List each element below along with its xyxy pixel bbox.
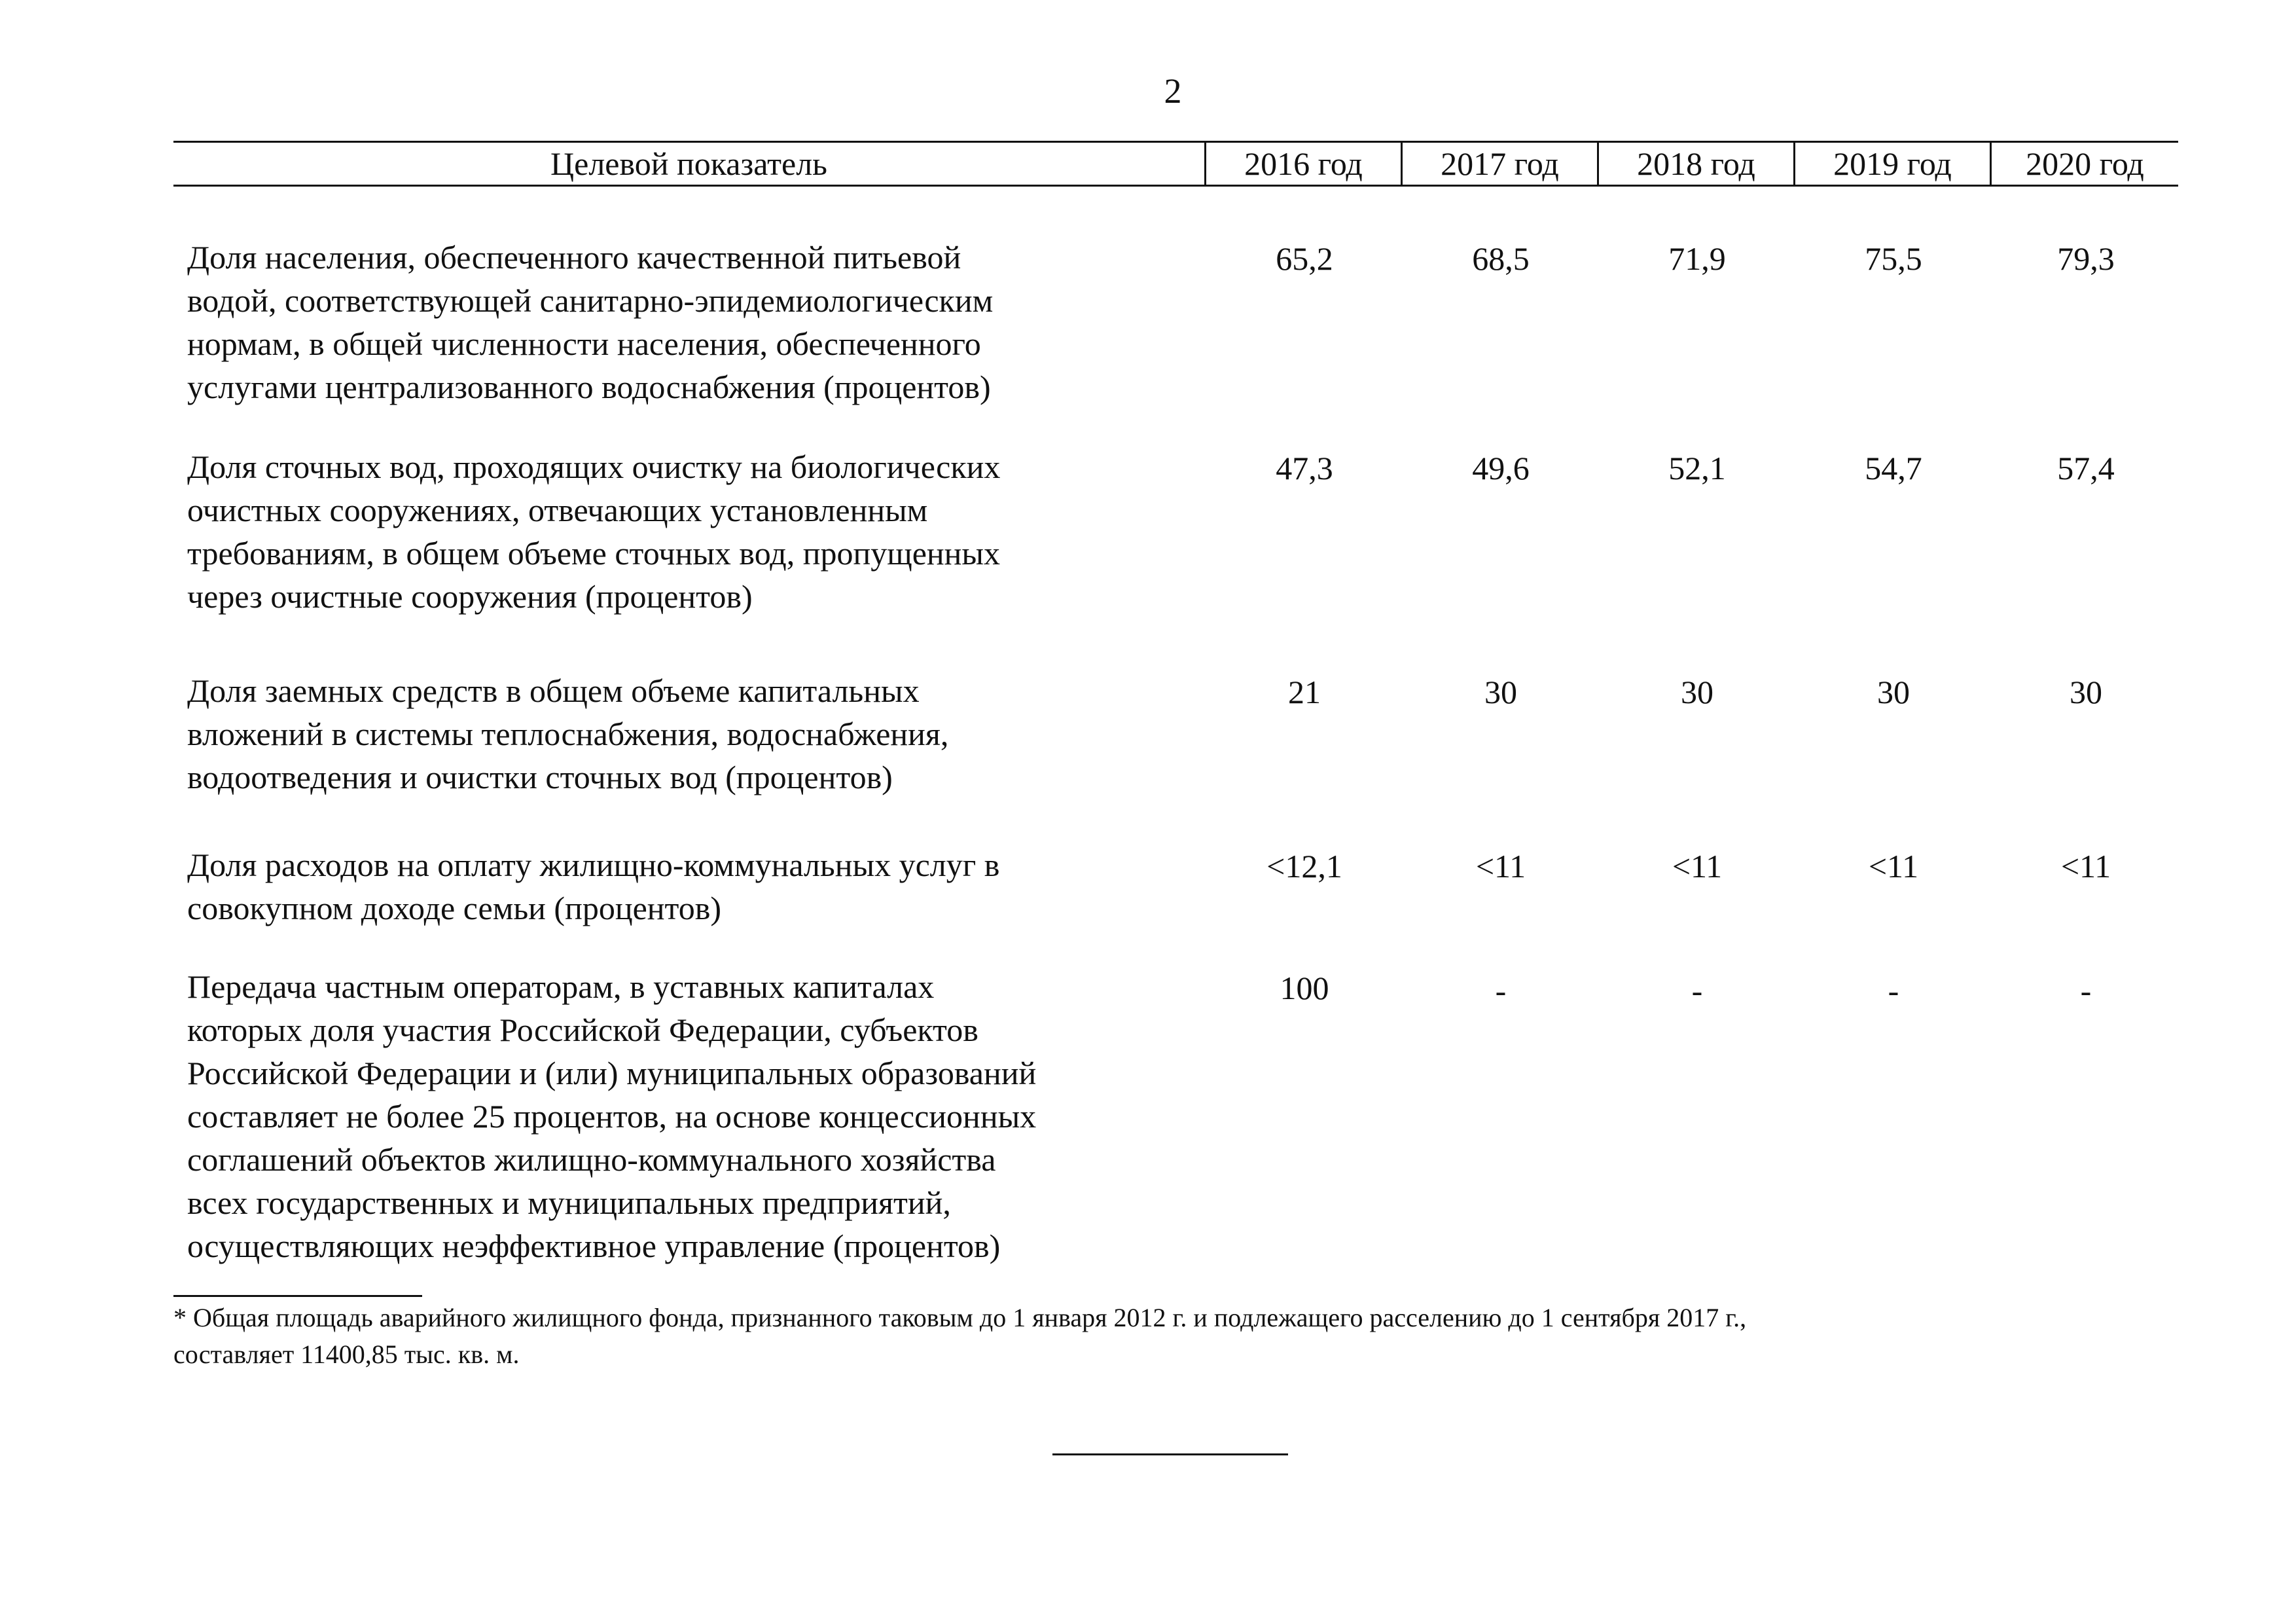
value-cell: 30 xyxy=(1877,674,1910,710)
table-header-bottom-rule xyxy=(173,185,2178,187)
label-line: Передача частным операторам, в уставных капиталах xyxy=(187,968,935,1005)
footnote-line: * Общая площадь аварийного жилищного фонда, признанного таковым до 1 января 2012 г. и подлежащего расселению до 1 сентября 2017 г., xyxy=(173,1303,1747,1332)
value-cell: 79,3 xyxy=(2057,240,2115,277)
label-line: всех государственных и муниципальных предприятий, xyxy=(187,1184,951,1221)
label-line: Доля расходов на оплату жилищно-коммунальных услуг в xyxy=(187,847,1000,883)
value-cell: <11 xyxy=(1475,848,1526,884)
value-cell: 30 xyxy=(2070,674,2102,710)
value-cell: 54,7 xyxy=(1865,450,1922,486)
value-cell: 68,5 xyxy=(1472,240,1530,277)
header-year-2017: 2017 год xyxy=(1441,145,1559,182)
indicator-label-private-operators-transfer xyxy=(187,965,1208,1267)
header-year-2019: 2019 год xyxy=(1833,145,1952,182)
value-cell: 21 xyxy=(1288,674,1321,710)
label-line: услугами централизованного водоснабжения (процентов) xyxy=(187,369,991,405)
label-line: водой, соответствующей санитарно-эпидемиологическим xyxy=(187,282,994,319)
indicator-label-utility-expenses xyxy=(187,843,1208,930)
footnote xyxy=(173,1300,2202,1373)
end-of-document-rule xyxy=(1052,1453,1288,1455)
label-line: которых доля участия Российской Федерации, субъектов xyxy=(187,1012,978,1048)
indicator-label-drinking-water xyxy=(187,236,1208,409)
value-cell: - xyxy=(2080,972,2092,1009)
value-cell: 71,9 xyxy=(1668,240,1726,277)
value-cell: 57,4 xyxy=(2057,450,2115,486)
header-year-2020: 2020 год xyxy=(2026,145,2144,182)
footnote-line: составляет 11400,85 тыс. кв. м. xyxy=(173,1340,520,1369)
value-cell: 30 xyxy=(1484,674,1517,710)
label-line: очистных сооружениях, отвечающих установленным xyxy=(187,492,928,528)
value-cell: <11 xyxy=(2060,848,2111,884)
label-line: нормам, в общей численности населения, обеспеченного xyxy=(187,325,981,362)
value-cell: 100 xyxy=(1280,970,1329,1006)
label-line: осуществляющих неэффективное управление (процентов) xyxy=(187,1228,1001,1264)
value-cell: <12,1 xyxy=(1266,848,1342,884)
label-line: Российской Федерации и (или) муниципальных образований xyxy=(187,1055,1037,1091)
value-cell: - xyxy=(1495,972,1507,1009)
label-line: совокупном доходе семьи (процентов) xyxy=(187,890,721,926)
value-cell: 52,1 xyxy=(1668,450,1726,486)
value-cell: 75,5 xyxy=(1865,240,1922,277)
indicator-label-borrowed-funds xyxy=(187,669,1208,799)
label-line: через очистные сооружения (процентов) xyxy=(187,578,753,615)
indicator-label-wastewater-treatment xyxy=(187,445,1208,618)
value-cell: <11 xyxy=(1868,848,1919,884)
label-line: требованиям, в общем объеме сточных вод, пропущенных xyxy=(187,535,1001,572)
value-cell: - xyxy=(1888,972,1899,1009)
footnote-separator xyxy=(173,1295,422,1297)
value-cell: <11 xyxy=(1672,848,1723,884)
header-indicator: Целевой показатель xyxy=(550,145,827,182)
value-cell: 47,3 xyxy=(1276,450,1333,486)
value-cell: 30 xyxy=(1681,674,1713,710)
value-cell: 49,6 xyxy=(1472,450,1530,486)
page-number: 2 xyxy=(1164,71,1182,111)
header-year-2018: 2018 год xyxy=(1637,145,1755,182)
label-line: Доля населения, обеспеченного качественной питьевой xyxy=(187,239,961,276)
label-line: водоотведения и очистки сточных вод (процентов) xyxy=(187,759,893,795)
value-cell: 65,2 xyxy=(1276,240,1333,277)
label-line: Доля сточных вод, проходящих очистку на биологических xyxy=(187,448,1001,485)
label-line: Доля заемных средств в общем объеме капитальных xyxy=(187,672,920,709)
label-line: составляет не более 25 процентов, на основе концессионных xyxy=(187,1098,1037,1135)
label-line: соглашений объектов жилищно-коммунального хозяйства xyxy=(187,1141,996,1178)
value-cell: - xyxy=(1691,972,1703,1009)
header-year-2016: 2016 год xyxy=(1244,145,1363,182)
label-line: вложений в системы теплоснабжения, водоснабжения, xyxy=(187,716,949,752)
